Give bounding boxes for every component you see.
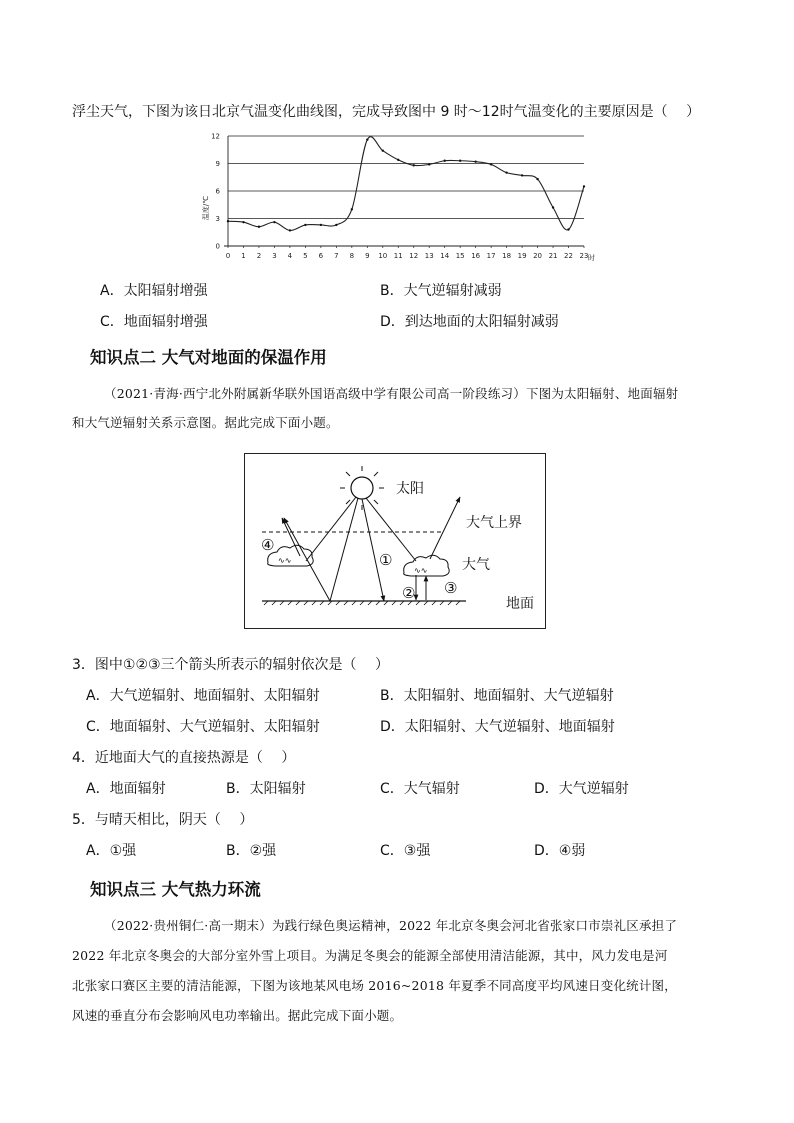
chart-x-tick-label: 10	[378, 252, 388, 260]
ground-label: 地面	[506, 596, 534, 612]
intro-option-b[interactable]: B．大气逆辐射减弱	[380, 283, 502, 299]
temperature-line-chart	[196, 128, 606, 268]
q4-option-b[interactable]: B．太阳辐射	[226, 781, 306, 797]
temperature-data-point	[459, 160, 461, 162]
atmosphere-top-label: 大气上界	[466, 515, 522, 531]
chart-x-tick-label: 19	[517, 252, 527, 260]
section3-paragraph-line1: （2022·贵州铜仁·高一期末）为践行绿色奥运精神，2022 年北京冬奥会河北省张家口市崇礼区承担了	[104, 918, 678, 933]
temperature-data-point	[521, 174, 523, 176]
chart-x-tick-label: 20	[533, 252, 543, 260]
temperature-data-point	[304, 224, 306, 226]
svg-text:∿∿: ∿∿	[278, 556, 292, 565]
chart-x-tick-label: 1	[241, 252, 246, 260]
chart-x-axis-unit: 时	[588, 254, 595, 262]
chart-x-tick-label: 13	[424, 252, 434, 260]
temperature-data-point	[536, 178, 538, 180]
intro-option-c[interactable]: C．地面辐射增强	[100, 314, 208, 330]
temperature-data-point	[583, 185, 585, 187]
q4-stem: 4．近地面大气的直接热源是（ ）	[72, 750, 296, 766]
temperature-data-point	[351, 208, 353, 210]
label-1: ①	[379, 551, 393, 569]
q5-option-a[interactable]: A．①强	[86, 843, 137, 859]
chart-x-tick-label: 3	[272, 252, 277, 260]
section2-heading: 知识点二 大气对地面的保温作用	[90, 348, 327, 367]
section3-heading: 知识点三 大气热力环流	[90, 880, 261, 899]
q5-option-b[interactable]: B．②强	[226, 843, 277, 859]
q3-stem: 3．图中①②③三个箭头所表示的辐射依次是（ ）	[72, 657, 390, 673]
chart-x-tick-label: 8	[349, 252, 355, 260]
section3-paragraph-line4: 风速的垂直分布会影响风电功率输出。据此完成下面小题。	[72, 1008, 403, 1023]
label-2: ②	[402, 584, 416, 602]
section2-source-line1: （2021·青海·西宁北外附属新华联外国语高级中学有限公司高一阶段练习）下图为太阳辐射、地面辐射	[104, 386, 679, 401]
temperature-data-point	[273, 221, 275, 223]
q4-option-d[interactable]: D．大气逆辐射	[534, 781, 629, 797]
temperature-series-line	[228, 137, 584, 231]
section3-paragraph-line3: 北张家口赛区主要的清洁能源，下图为该地某风电场 2016~2018 年夏季不同高度平均风速日变化统计图，	[72, 978, 677, 993]
chart-x-tick-label: 14	[440, 252, 450, 260]
chart-x-tick-label: 4	[287, 252, 293, 260]
chart-x-tick-label: 5	[303, 252, 308, 260]
chart-x-tick-label: 16	[471, 252, 481, 260]
temperature-data-point	[335, 224, 337, 226]
temperature-data-point	[382, 149, 384, 151]
q4-option-c[interactable]: C．大气辐射	[380, 781, 460, 797]
atmosphere-label: 大气	[462, 557, 490, 573]
temperature-data-point	[258, 226, 260, 228]
sun-label: 太阳	[396, 481, 424, 497]
intro-option-d[interactable]: D．到达地面的太阳辐射减弱	[380, 314, 559, 330]
label-4: ④	[261, 536, 275, 554]
chart-y-tick-label: 9	[215, 160, 220, 168]
chart-x-tick-label: 9	[365, 252, 370, 260]
chart-x-tick-label: 21	[548, 252, 558, 260]
q4-option-a[interactable]: A．地面辐射	[86, 781, 166, 797]
temperature-data-point	[413, 164, 415, 166]
section2-source-line2: 和大气逆辐射关系示意图。据此完成下面小题。	[72, 415, 339, 430]
q3-option-d[interactable]: D．太阳辐射、大气逆辐射、地面辐射	[380, 719, 615, 735]
chart-y-tick-label: 0	[215, 242, 220, 251]
chart-x-tick-label: 15	[455, 252, 465, 260]
q5-option-c[interactable]: C．③强	[380, 843, 431, 859]
q5-option-d[interactable]: D．④弱	[534, 843, 586, 859]
chart-y-tick-label: 12	[211, 132, 220, 141]
temperature-data-point	[227, 220, 229, 222]
chart-x-tick-label: 11	[393, 252, 403, 260]
temperature-data-point	[443, 160, 445, 162]
temperature-data-point	[366, 138, 368, 140]
temperature-data-point	[320, 224, 322, 226]
radiation-diagram	[244, 453, 546, 629]
section3-paragraph-line2: 2022 年北京冬奥会的大部分室外雪上项目。为满足冬奥会的能源全部使用清洁能源，其中，风力发电是河	[72, 948, 668, 963]
chart-x-tick-label: 22	[564, 252, 573, 260]
temperature-data-point	[397, 159, 399, 161]
intro-option-a[interactable]: A．太阳辐射增强	[100, 283, 208, 299]
chart-y-tick-label: 3	[215, 215, 220, 223]
chart-x-tick-label: 18	[502, 252, 512, 260]
chart-x-tick-label: 6	[318, 252, 324, 260]
chart-x-tick-label: 7	[334, 252, 339, 260]
temperature-data-point	[567, 228, 569, 230]
chart-x-tick-label: 0	[225, 252, 231, 260]
q3-option-c[interactable]: C．地面辐射、大气逆辐射、太阳辐射	[86, 719, 320, 735]
chart-y-tick-label: 6	[215, 187, 220, 196]
q3-option-a[interactable]: A．大气逆辐射、地面辐射、太阳辐射	[86, 688, 320, 704]
temperature-data-point	[474, 160, 476, 162]
q3-option-b[interactable]: B．太阳辐射、地面辐射、大气逆辐射	[380, 688, 614, 704]
svg-text:∿∿: ∿∿	[414, 566, 428, 575]
chart-x-tick-label: 2	[256, 252, 262, 260]
chart-x-tick-label: 12	[409, 252, 419, 260]
temperature-data-point	[490, 163, 492, 165]
label-3: ③	[444, 579, 458, 597]
q5-stem: 5．与晴天相比，阴天（ ）	[72, 812, 254, 828]
temperature-data-point	[428, 163, 430, 165]
intro-question: 浮尘天气，下图为该日北京气温变化曲线图，完成导致图中 9 时～12时气温变化的主要原因是（ ）	[72, 104, 701, 120]
chart-x-tick-label: 23	[579, 252, 589, 260]
chart-x-tick-label: 17	[486, 252, 496, 260]
chart-y-axis-label: 温度/℃	[202, 195, 210, 221]
temperature-data-point	[289, 229, 291, 231]
temperature-data-point	[552, 206, 554, 208]
temperature-data-point	[242, 221, 244, 223]
temperature-data-point	[505, 171, 507, 173]
